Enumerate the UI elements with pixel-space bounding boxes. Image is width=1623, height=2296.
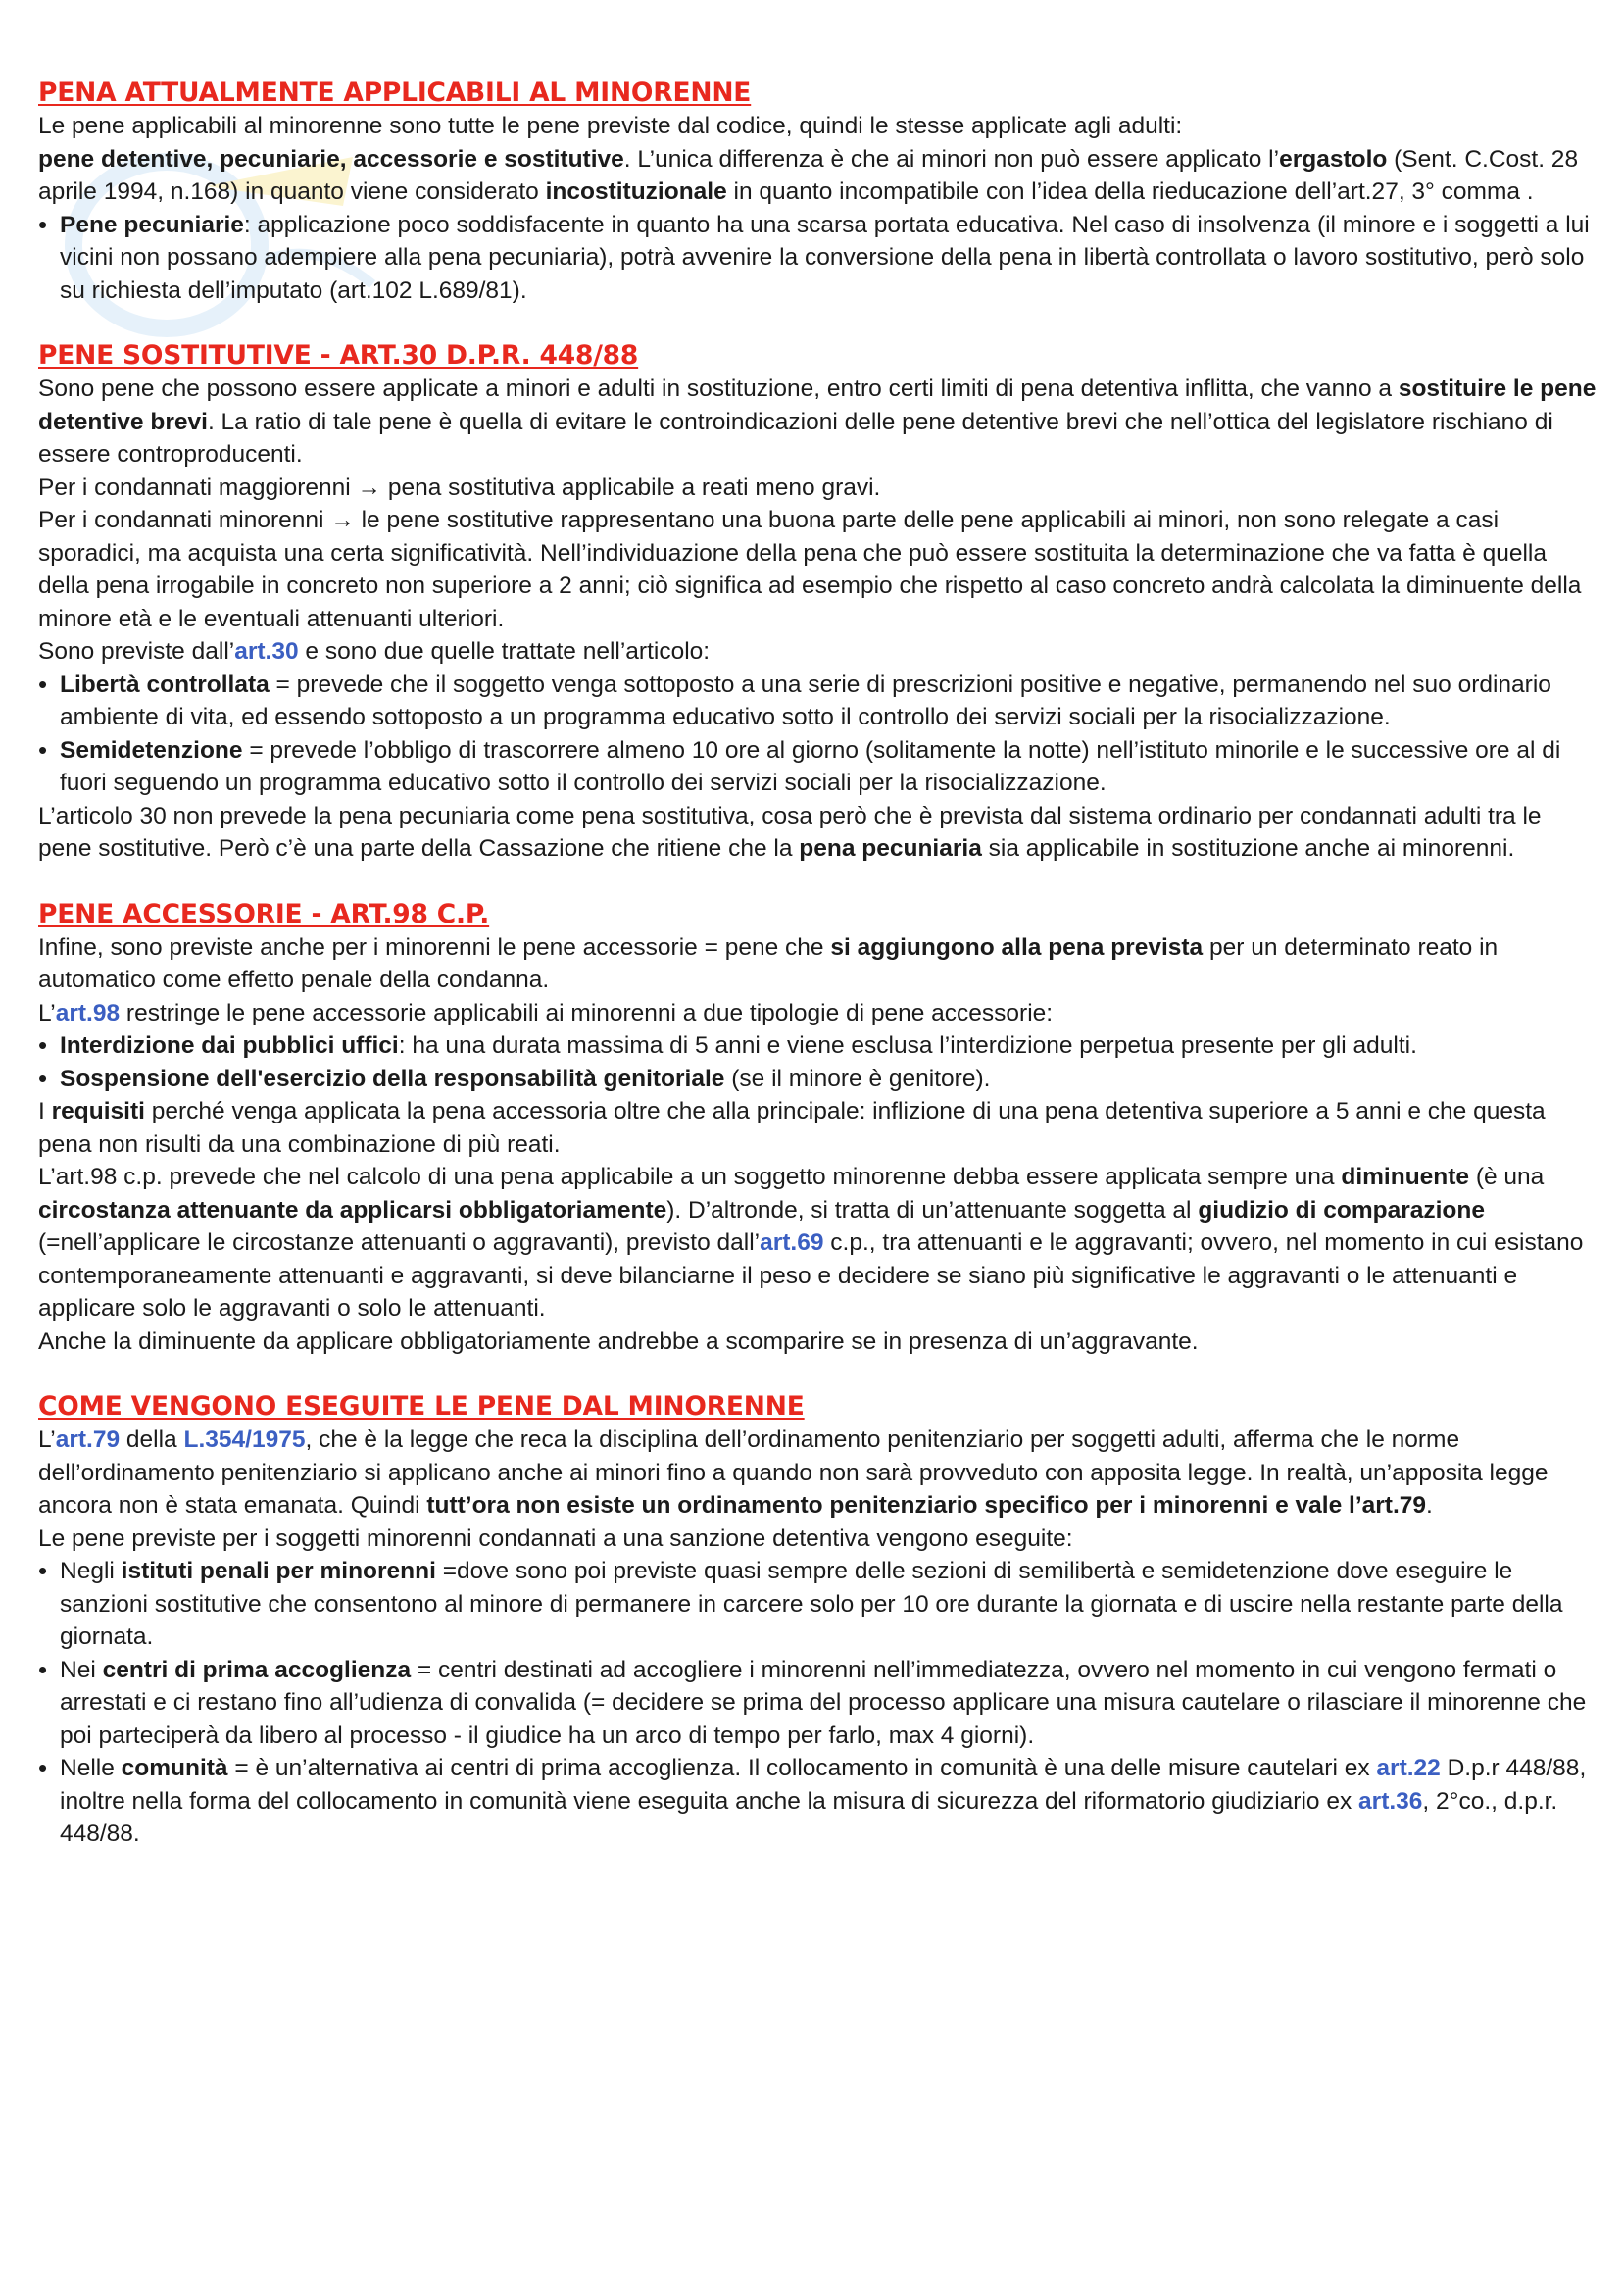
list-item: • Libertà controllata = prevede che il soggetto venga sottoposto a una serie di prescrizioni positive e negative, permanendo nel suo ordinario ambiente di vita, ed essendo sottoposto a un programma educativo sotto il controllo dei servizi sociali per la risocializzazione. (38, 669, 1597, 734)
bullet-list (38, 1029, 1597, 1095)
article-reference: art.79 (55, 1426, 121, 1453)
heading-esecuzione-pene: COME VENGONO ESEGUITE LE PENE DAL MINORENNE (38, 1391, 805, 1422)
list-item: • Semidetenzione = prevede l’obbligo di trascorrere almeno 10 ore al giorno (solitamente la notte) nell’istituto minorile e le successive ore al di fuori seguendo un programma educativo sotto il controllo dei servizi sociali per la risocializzazione. (38, 734, 1597, 800)
paragraph: L’art.98 c.p. prevede che nel calcolo di una pena applicabile a un soggetto minorenne debba essere applicata sempre una diminuente (è una circostanza attenuante da applicarsi obbligatoriamente). D’altronde, si tratta di un’attenuante soggetta al giudizio di comparazione (=nell’applicare le circostanze attenuanti o aggravanti), previsto dall’art.69 c.p., tra attenuanti e le aggravanti; ovvero, nel momento in cui esistano contemporaneamente attenuanti e aggravanti, si deve bilanciarne il peso e decidere se siano più significative le aggravanti o le attenuanti e applicare solo le aggravanti o solo le attenuanti. (38, 1164, 1584, 1322)
heading-pene-applicabili: PENA ATTUALMENTE APPLICABILI AL MINORENNE (38, 77, 752, 108)
article-reference: art.69 (760, 1229, 824, 1256)
document-page (38, 76, 1597, 1851)
section-pene-applicabili (38, 76, 1597, 307)
paragraph: I requisiti perché venga applicata la pena accessoria oltre che alla principale: inflizione di una pena detentiva superiore a 5 anni e che questa pena non risulti da una combinazione di più reati. (38, 1098, 1546, 1158)
paragraph: pene detentive, pecuniarie, accessorie e sostitutive. L’unica differenza è che ai minori non può essere applicato l’ergastolo (Sent. C.Cost. 28 aprile 1994, n.168) in quanto viene considerato incostituzionale in quanto incompatibile con l’idea della rieducazione dell’art.27, 3° comma . (38, 145, 1579, 205)
article-reference: art.98 (55, 999, 121, 1026)
paragraph: Infine, sono previste anche per i minorenni le pene accessorie = pene che si aggiungono alla pena prevista per un determinato reato in automatico come effetto penale della condanna. (38, 933, 1499, 993)
paragraph: Le pene previste per i soggetti minorenni condannati a una sanzione detentiva vengono eseguite: (38, 1524, 1073, 1552)
paragraph: L’art.79 della L.354/1975, che è la legge che reca la disciplina dell’ordinamento penitenziario per soggetti adulti, afferma che le norme dell’ordinamento penitenziario si applicano anche ai minori fino a quando non sarà provveduto con apposita legge. In realtà, un’apposita legge ancora non è stata emanata. Quindi tutt’ora non esiste un ordinamento penitenziario specifico per i minorenni e vale l’art.79. (38, 1426, 1549, 1519)
paragraph: Per i condannati minorenni → le pene sostitutive rappresentano una buona parte delle pene applicabili ai minori, non sono relegate a casi sporadici, ma acquista una certa significatività. Nell’individuazione della pena che può essere sostituita la determinazione che va fatta è quella della pena irrogabile in concreto non superiore a 2 anni; ciò significa ad esempio che rispetto al caso concreto andrà calcolata la diminuente della minore età e le eventuali attenuanti ulteriori. (38, 507, 1582, 632)
paragraph: Sono pene che possono essere applicate a minori e adulti in sostituzione, entro certi limiti di pena detentiva inflitta, che vanno a sostituire le pene detentive brevi. La ratio di tale pene è quella di evitare le controindicazioni delle pene detentive brevi che nell’ottica del legislatore rischiano di essere controproducenti. (38, 375, 1597, 468)
section-esecuzione-pene (38, 1390, 1597, 1851)
list-item: • Nelle comunità = è un’alternativa ai centri di prima accoglienza. Il collocamento in comunità è una delle misure cautelari ex art.22 D.p.r 448/88, inoltre nella forma del collocamento in comunità viene eseguita anche la misura di sicurezza del riformatorio giudiziario ex art.36, 2°co., d.p.r. 448/88. (38, 1752, 1597, 1851)
bullet-list (38, 669, 1597, 800)
paragraph: Per i condannati maggiorenni → pena sostitutiva applicabile a reati meno gravi. (38, 474, 881, 501)
list-item: • Pene pecuniarie: applicazione poco soddisfacente in quanto ha una scarsa portata educativa. Nel caso di insolvenza (il minore e i soggetti a lui vicini non possano adempiere alla pena pecuniaria), potrà avvenire la conversione della pena in libertà controllata o lavoro sostitutivo, però solo su richiesta dell’imputato (art.102 L.689/81). (38, 209, 1597, 308)
list-item: • Interdizione dai pubblici uffici: ha una durata massima di 5 anni e viene esclusa l’interdizione perpetua presente per gli adulti. (38, 1029, 1597, 1063)
paragraph: Anche la diminuente da applicare obbligatoriamente andrebbe a scomparire se in presenza di un’aggravante. (38, 1327, 1199, 1355)
article-reference: art.22 (1376, 1755, 1441, 1781)
article-reference: art.36 (1358, 1787, 1423, 1815)
paragraph: L’art.98 restringe le pene accessorie applicabili ai minorenni a due tipologie di pene accessorie: (38, 999, 1054, 1026)
paragraph: Le pene applicabili al minorenne sono tutte le pene previste dal codice, quindi le stesse applicate agli adulti: (38, 113, 1183, 139)
paragraph: Sono previste dall’art.30 e sono due quelle trattate nell’articolo: (38, 638, 711, 665)
section-pene-sostitutive (38, 339, 1597, 866)
bullet-list (38, 209, 1597, 308)
section-pene-accessorie (38, 898, 1597, 1359)
article-reference: art.30 (234, 638, 299, 665)
paragraph: L’articolo 30 non prevede la pena pecuniaria come pena sostitutiva, cosa però che è prevista dal sistema ordinario per condannati adulti tra le pene sostitutive. Però c’è una parte della Cassazione che ritiene che la pena pecuniaria sia applicabile in sostituzione anche ai minorenni. (38, 802, 1542, 862)
list-item: • Negli istituti penali per minorenni =dove sono poi previste quasi sempre delle sezioni di semilibertà e semidetenzione dove eseguire le sanzioni sostitutive che consentono al minore di permanere in carcere solo per 10 ore durante la giornata e di uscire nella restante parte della giornata. (38, 1555, 1597, 1654)
heading-pene-accessorie: PENE ACCESSORIE - ART.98 C.P. (38, 898, 490, 929)
list-item: • Sospensione dell'esercizio della responsabilità genitoriale (se il minore è genitore). (38, 1063, 1597, 1096)
bullet-list (38, 1555, 1597, 1851)
list-item: • Nei centri di prima accoglienza = centri destinati ad accogliere i minorenni nell’immediatezza, ovvero nel momento in cui vengono fermati o arrestati e ci restano fino all’udienza di convalida (= decidere se prima del processo applicare una misura cautelare o rilasciare il minorenne che poi parteciperà da libero al processo - il giudice ha un arco di tempo per farlo, max 4 giorni). (38, 1654, 1597, 1753)
heading-pene-sostitutive: PENE SOSTITUTIVE - ART.30 D.P.R. 448/88 (38, 340, 639, 371)
law-reference: L.354/1975 (183, 1426, 306, 1453)
